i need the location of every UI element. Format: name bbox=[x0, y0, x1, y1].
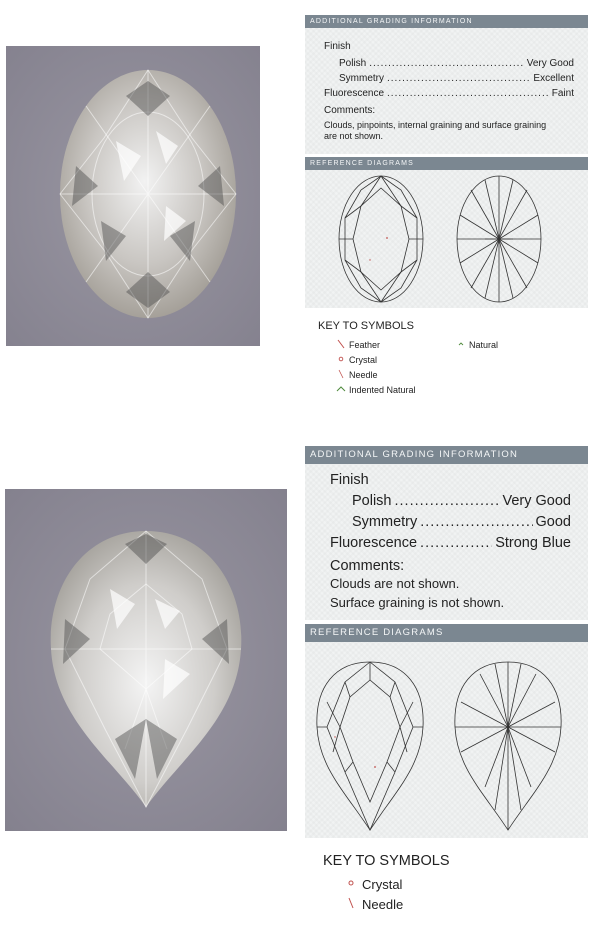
reference-diagrams-header: REFERENCE DIAGRAMS bbox=[305, 157, 588, 170]
grading-info-panel bbox=[305, 464, 588, 620]
indented-natural-icon bbox=[333, 384, 349, 396]
polish-label: Polish bbox=[352, 493, 392, 509]
reference-diagrams-header: REFERENCE DIAGRAMS bbox=[305, 624, 588, 642]
key-item-natural bbox=[453, 339, 498, 351]
key-label: Indented Natural bbox=[349, 385, 416, 395]
reference-diagrams-panel bbox=[305, 170, 588, 308]
needle-icon bbox=[340, 897, 362, 912]
polish-label: Polish bbox=[339, 58, 367, 69]
fluorescence-value: Faint bbox=[551, 88, 574, 99]
key-label: Needle bbox=[362, 897, 404, 912]
symmetry-value: Excellent bbox=[533, 73, 574, 84]
symmetry-row bbox=[352, 514, 571, 530]
needle-icon bbox=[333, 369, 349, 381]
polish-row bbox=[352, 493, 571, 509]
fluorescence-label: Fluorescence bbox=[330, 535, 418, 551]
additional-grading-header: ADDITIONAL GRADING INFORMATION bbox=[305, 446, 588, 464]
fluorescence-row bbox=[330, 535, 571, 551]
comments-label: Comments: bbox=[324, 105, 376, 116]
oval-crown-diagram bbox=[339, 176, 423, 302]
comments-line-1: Clouds, pinpoints, internal graining and surface graining bbox=[324, 120, 547, 130]
symmetry-value: Good bbox=[535, 514, 571, 530]
symmetry-label: Symmetry bbox=[352, 514, 418, 530]
key-item-indented-natural bbox=[333, 384, 416, 396]
pear-crown-diagram bbox=[317, 662, 423, 830]
oval-diamond-image bbox=[6, 46, 260, 346]
fluorescence-row bbox=[324, 88, 574, 99]
key-item-crystal bbox=[333, 354, 377, 366]
crystal-icon bbox=[340, 877, 362, 892]
leader-dots bbox=[420, 535, 492, 551]
key-label: Natural bbox=[469, 340, 499, 350]
symmetry-label: Symmetry bbox=[339, 73, 384, 84]
key-label: Crystal bbox=[362, 877, 403, 892]
oval-plotting-diagrams bbox=[305, 170, 588, 308]
leader-dots bbox=[420, 514, 532, 530]
pear-crown-inclusions bbox=[334, 736, 376, 768]
feather-icon bbox=[333, 339, 349, 351]
additional-grading-header: ADDITIONAL GRADING INFORMATION bbox=[305, 15, 588, 28]
key-to-symbols-title: KEY TO SYMBOLS bbox=[318, 320, 414, 332]
key-item-crystal bbox=[340, 877, 402, 892]
oval-diamond-photo bbox=[6, 46, 260, 346]
leader-dots bbox=[369, 58, 523, 69]
pear-diamond-image bbox=[5, 489, 287, 831]
fluorescence-label: Fluorescence bbox=[324, 88, 385, 99]
natural-icon bbox=[453, 339, 469, 351]
fluorescence-value: Strong Blue bbox=[495, 535, 571, 551]
pear-pavilion-diagram bbox=[455, 662, 561, 830]
oval-pavilion-diagram bbox=[457, 176, 541, 302]
key-item-feather bbox=[333, 339, 380, 351]
finish-label: Finish bbox=[330, 472, 369, 488]
leader-dots bbox=[387, 88, 549, 99]
leader-dots bbox=[395, 493, 500, 509]
key-item-needle bbox=[333, 369, 378, 381]
symmetry-row bbox=[339, 73, 574, 84]
comments-line-2: are not shown. bbox=[324, 131, 384, 141]
key-label: Crystal bbox=[349, 355, 378, 365]
comments-line-1: Clouds are not shown. bbox=[330, 576, 460, 591]
polish-row bbox=[339, 58, 574, 69]
finish-label: Finish bbox=[324, 41, 351, 52]
key-label: Feather bbox=[349, 340, 381, 350]
key-to-symbols-title: KEY TO SYMBOLS bbox=[323, 853, 450, 869]
reference-diagrams-panel bbox=[305, 642, 588, 838]
comments-line-2: Surface graining is not shown. bbox=[330, 595, 505, 610]
crystal-icon bbox=[333, 354, 349, 366]
pear-plotting-diagrams bbox=[305, 642, 588, 838]
polish-value: Very Good bbox=[502, 493, 571, 509]
polish-value: Very Good bbox=[526, 58, 574, 69]
pear-diamond-photo bbox=[5, 489, 287, 831]
key-label: Needle bbox=[349, 370, 378, 380]
oval-crown-inclusions bbox=[369, 237, 388, 261]
grading-info-panel bbox=[305, 28, 588, 154]
comments-label: Comments: bbox=[330, 558, 405, 574]
leader-dots bbox=[387, 73, 530, 84]
key-item-needle bbox=[340, 897, 403, 912]
